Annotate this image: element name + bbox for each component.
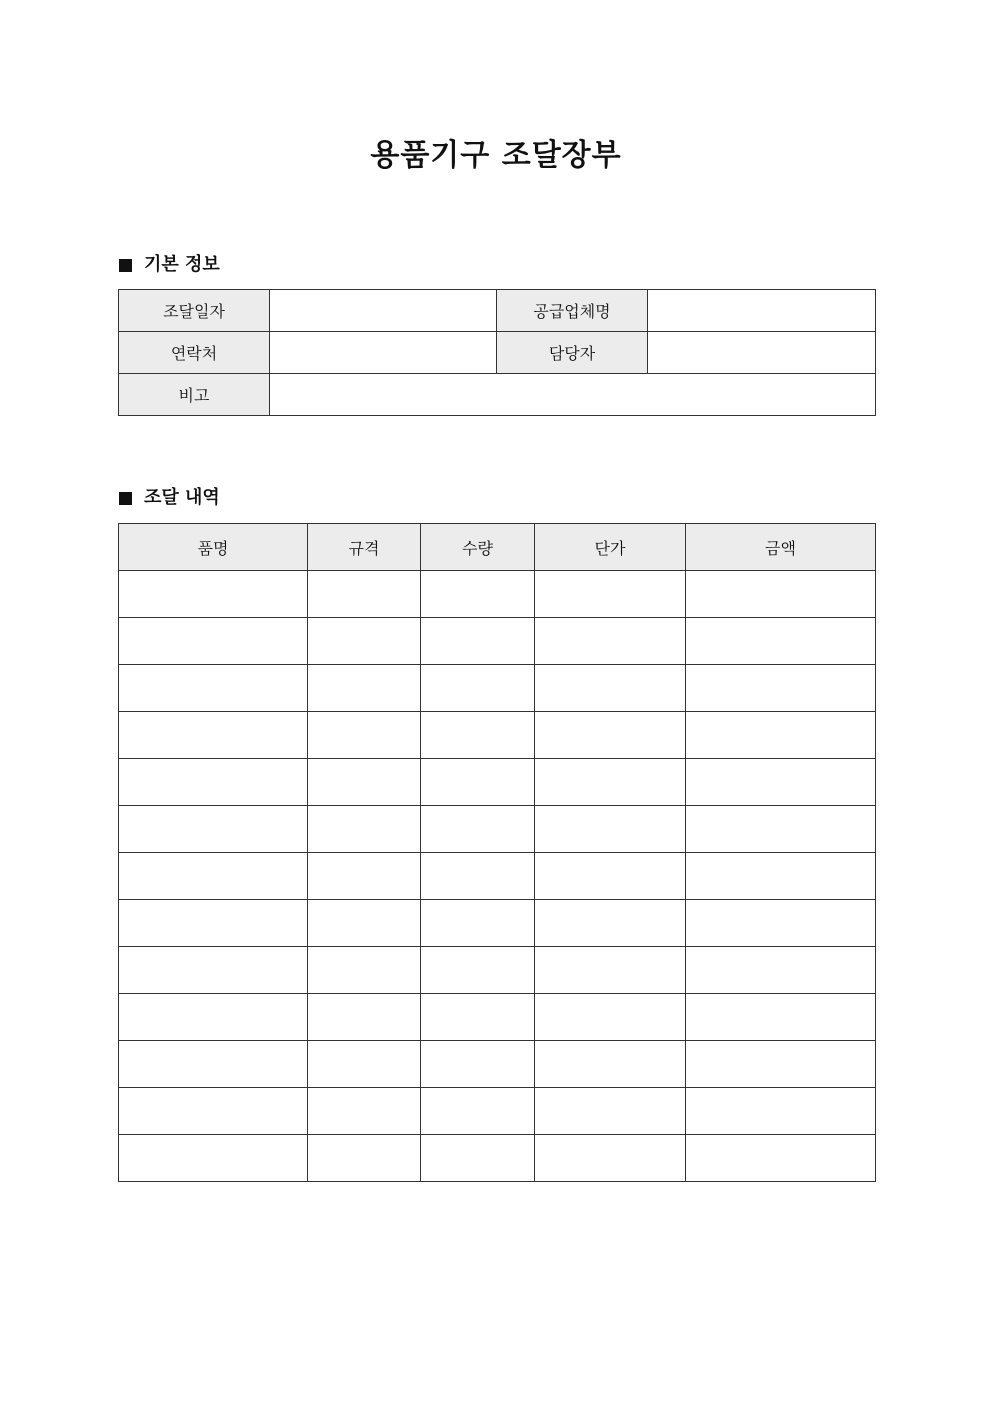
- spec-cell[interactable]: [308, 806, 421, 853]
- spec-cell[interactable]: [308, 712, 421, 759]
- item-name-cell[interactable]: [119, 1088, 308, 1135]
- table-row: [119, 618, 876, 665]
- quantity-cell[interactable]: [421, 1088, 535, 1135]
- table-row: [119, 290, 876, 332]
- spec-cell[interactable]: [308, 759, 421, 806]
- quantity-cell[interactable]: [421, 571, 535, 618]
- spec-cell[interactable]: [308, 900, 421, 947]
- amount-cell[interactable]: [686, 947, 876, 994]
- item-name-cell[interactable]: [119, 1135, 308, 1182]
- table-header-row: [119, 524, 876, 571]
- black-square-icon: [119, 259, 132, 272]
- contact-field[interactable]: [270, 332, 497, 374]
- column-header-spec: 규격: [308, 524, 421, 571]
- manager-field[interactable]: [648, 332, 876, 374]
- table-row: [119, 571, 876, 618]
- unit-price-cell[interactable]: [535, 712, 686, 759]
- section-heading-label: 기본 정보: [144, 254, 220, 275]
- amount-cell[interactable]: [686, 571, 876, 618]
- quantity-cell[interactable]: [421, 665, 535, 712]
- table-row: [119, 900, 876, 947]
- spec-cell[interactable]: [308, 665, 421, 712]
- black-square-icon: [119, 492, 132, 505]
- unit-price-cell[interactable]: [535, 994, 686, 1041]
- manager-label: 담당자: [497, 332, 648, 374]
- procurement-date-field[interactable]: [270, 290, 497, 332]
- table-row: [119, 1041, 876, 1088]
- table-row: [119, 947, 876, 994]
- item-name-cell[interactable]: [119, 853, 308, 900]
- spec-cell[interactable]: [308, 1041, 421, 1088]
- unit-price-cell[interactable]: [535, 853, 686, 900]
- procurement-details-table: [118, 523, 876, 1182]
- section-heading-details: [119, 486, 220, 510]
- quantity-cell[interactable]: [421, 712, 535, 759]
- column-header-unit-price: 단가: [535, 524, 686, 571]
- unit-price-cell[interactable]: [535, 571, 686, 618]
- table-row: [119, 374, 876, 416]
- item-name-cell[interactable]: [119, 947, 308, 994]
- table-row: [119, 853, 876, 900]
- table-row: [119, 665, 876, 712]
- column-header-item-name: 품명: [119, 524, 308, 571]
- table-row: [119, 712, 876, 759]
- table-row: [119, 806, 876, 853]
- supplier-label: 공급업체명: [497, 290, 648, 332]
- table-row: [119, 1088, 876, 1135]
- amount-cell[interactable]: [686, 759, 876, 806]
- spec-cell[interactable]: [308, 994, 421, 1041]
- quantity-cell[interactable]: [421, 1135, 535, 1182]
- basic-info-table: [118, 289, 876, 416]
- spec-cell[interactable]: [308, 571, 421, 618]
- table-body: [119, 571, 876, 1182]
- table-row: [119, 1135, 876, 1182]
- item-name-cell[interactable]: [119, 571, 308, 618]
- column-header-amount: 금액: [686, 524, 876, 571]
- column-header-quantity: 수량: [421, 524, 535, 571]
- remarks-field[interactable]: [270, 374, 876, 416]
- unit-price-cell[interactable]: [535, 1041, 686, 1088]
- quantity-cell[interactable]: [421, 759, 535, 806]
- unit-price-cell[interactable]: [535, 1135, 686, 1182]
- table-row: [119, 994, 876, 1041]
- amount-cell[interactable]: [686, 665, 876, 712]
- amount-cell[interactable]: [686, 806, 876, 853]
- item-name-cell[interactable]: [119, 712, 308, 759]
- spec-cell[interactable]: [308, 853, 421, 900]
- unit-price-cell[interactable]: [535, 618, 686, 665]
- item-name-cell[interactable]: [119, 806, 308, 853]
- amount-cell[interactable]: [686, 1135, 876, 1182]
- quantity-cell[interactable]: [421, 853, 535, 900]
- table-row: [119, 759, 876, 806]
- section-heading-basic-info: [119, 253, 220, 277]
- item-name-cell[interactable]: [119, 759, 308, 806]
- item-name-cell[interactable]: [119, 994, 308, 1041]
- unit-price-cell[interactable]: [535, 806, 686, 853]
- unit-price-cell[interactable]: [535, 665, 686, 712]
- remarks-label: 비고: [119, 374, 270, 416]
- amount-cell[interactable]: [686, 618, 876, 665]
- page-title: 용품기구 조달장부: [370, 138, 622, 173]
- contact-label: 연락처: [119, 332, 270, 374]
- amount-cell[interactable]: [686, 1088, 876, 1135]
- quantity-cell[interactable]: [421, 1041, 535, 1088]
- quantity-cell[interactable]: [421, 947, 535, 994]
- amount-cell[interactable]: [686, 853, 876, 900]
- unit-price-cell[interactable]: [535, 759, 686, 806]
- item-name-cell[interactable]: [119, 1041, 308, 1088]
- amount-cell[interactable]: [686, 1041, 876, 1088]
- amount-cell[interactable]: [686, 712, 876, 759]
- item-name-cell[interactable]: [119, 900, 308, 947]
- section-heading-label: 조달 내역: [144, 487, 220, 508]
- spec-cell[interactable]: [308, 947, 421, 994]
- spec-cell[interactable]: [308, 1088, 421, 1135]
- supplier-field[interactable]: [648, 290, 876, 332]
- quantity-cell[interactable]: [421, 994, 535, 1041]
- spec-cell[interactable]: [308, 1135, 421, 1182]
- spec-cell[interactable]: [308, 618, 421, 665]
- unit-price-cell[interactable]: [535, 900, 686, 947]
- procurement-date-label: 조달일자: [119, 290, 270, 332]
- item-name-cell[interactable]: [119, 618, 308, 665]
- quantity-cell[interactable]: [421, 806, 535, 853]
- unit-price-cell[interactable]: [535, 947, 686, 994]
- unit-price-cell[interactable]: [535, 1088, 686, 1135]
- quantity-cell[interactable]: [421, 900, 535, 947]
- amount-cell[interactable]: [686, 900, 876, 947]
- table-row: [119, 332, 876, 374]
- amount-cell[interactable]: [686, 994, 876, 1041]
- item-name-cell[interactable]: [119, 665, 308, 712]
- quantity-cell[interactable]: [421, 618, 535, 665]
